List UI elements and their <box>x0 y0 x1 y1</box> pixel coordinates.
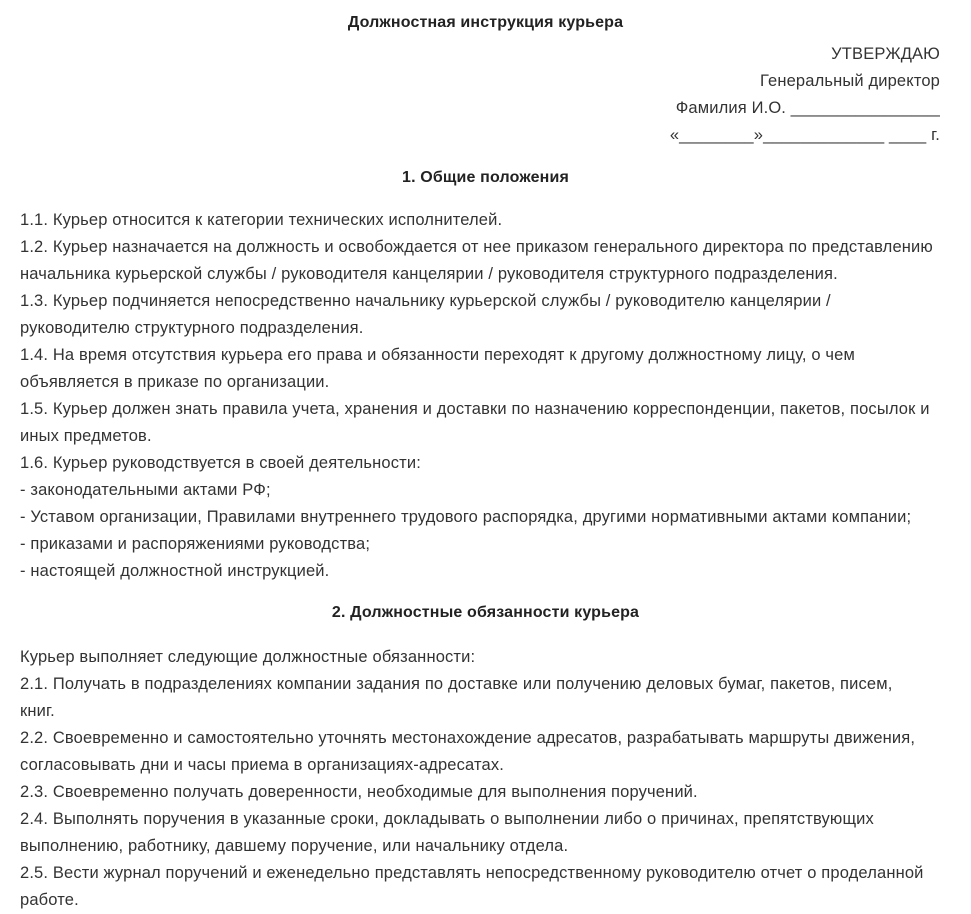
approval-block <box>670 41 940 149</box>
text-line: 2.1. Получать в подразделениях компании задания по доставке или получению деловых бумаг, пакетов, писем, <box>20 675 893 693</box>
text-line: 1.5. Курьер должен знать правила учета, хранения и доставки по назначению корреспонденции, пакетов, посылок и <box>20 400 930 418</box>
text-line: объявляется в приказе по организации. <box>20 373 330 391</box>
text-line: 2.2. Своевременно и самостоятельно уточнять местонахождение адресатов, разрабатывать маршруты движения, <box>20 729 916 747</box>
text-line: 1.4. На время отсутствия курьера его права и обязанности переходят к другому должностному лицу, о чем <box>20 346 855 364</box>
approval-line: Генеральный директор <box>760 72 940 90</box>
approval-line: «________»_____________ ____ г. <box>669 126 940 144</box>
text-line: Курьер выполняет следующие должностные обязанности: <box>20 648 476 666</box>
text-line: иных предметов. <box>20 427 152 445</box>
section-1-heading: 1. Общие положения <box>402 169 569 186</box>
text-line: руководителю структурного подразделения. <box>20 319 364 337</box>
text-line: - приказами и распоряжениями руководства; <box>20 535 371 553</box>
section-2-body <box>20 644 950 914</box>
text-line: 1.2. Курьер назначается на должность и освобождается от нее приказом генерального директора по представлению <box>20 238 933 256</box>
text-line: начальника курьерской службы / руководителя канцелярии / руководителя структурного подразделения. <box>20 265 838 283</box>
document-title: Должностная инструкция курьера <box>347 14 624 31</box>
text-line: - законодательными актами РФ; <box>20 481 271 499</box>
text-line: 1.6. Курьер руководствуется в своей деятельности: <box>20 454 421 472</box>
text-line: 2.5. Вести журнал поручений и еженедельно представлять непосредственному руководителю отчет о проделанной <box>20 864 924 882</box>
approval-line: УТВЕРЖДАЮ <box>831 45 940 63</box>
text-line: книг. <box>20 702 55 720</box>
text-line: 2.3. Своевременно получать доверенности, необходимые для выполнения поручений. <box>20 783 698 801</box>
text-line: 2.4. Выполнять поручения в указанные сроки, докладывать о выполнении либо о причинах, препятствующих <box>20 810 874 828</box>
section-2-heading: 2. Должностные обязанности курьера <box>331 604 640 621</box>
text-line: 1.3. Курьер подчиняется непосредственно начальнику курьерской службы / руководителю канцелярии / <box>20 292 831 310</box>
text-line: согласовывать дни и часы приема в организациях-адресатах. <box>20 756 504 774</box>
text-line: выполнению, работнику, давшему поручение, или начальнику отдела. <box>20 837 569 855</box>
section-1-body <box>20 207 950 585</box>
approval-line: Фамилия И.О. ________________ <box>675 99 940 117</box>
text-line: - настоящей должностной инструкцией. <box>20 562 330 580</box>
text-line: работе. <box>20 891 79 909</box>
text-line: 1.1. Курьер относится к категории технических исполнителей. <box>20 211 503 229</box>
text-line: - Уставом организации, Правилами внутреннего трудового распорядка, другими нормативными актами компании; <box>20 508 912 526</box>
